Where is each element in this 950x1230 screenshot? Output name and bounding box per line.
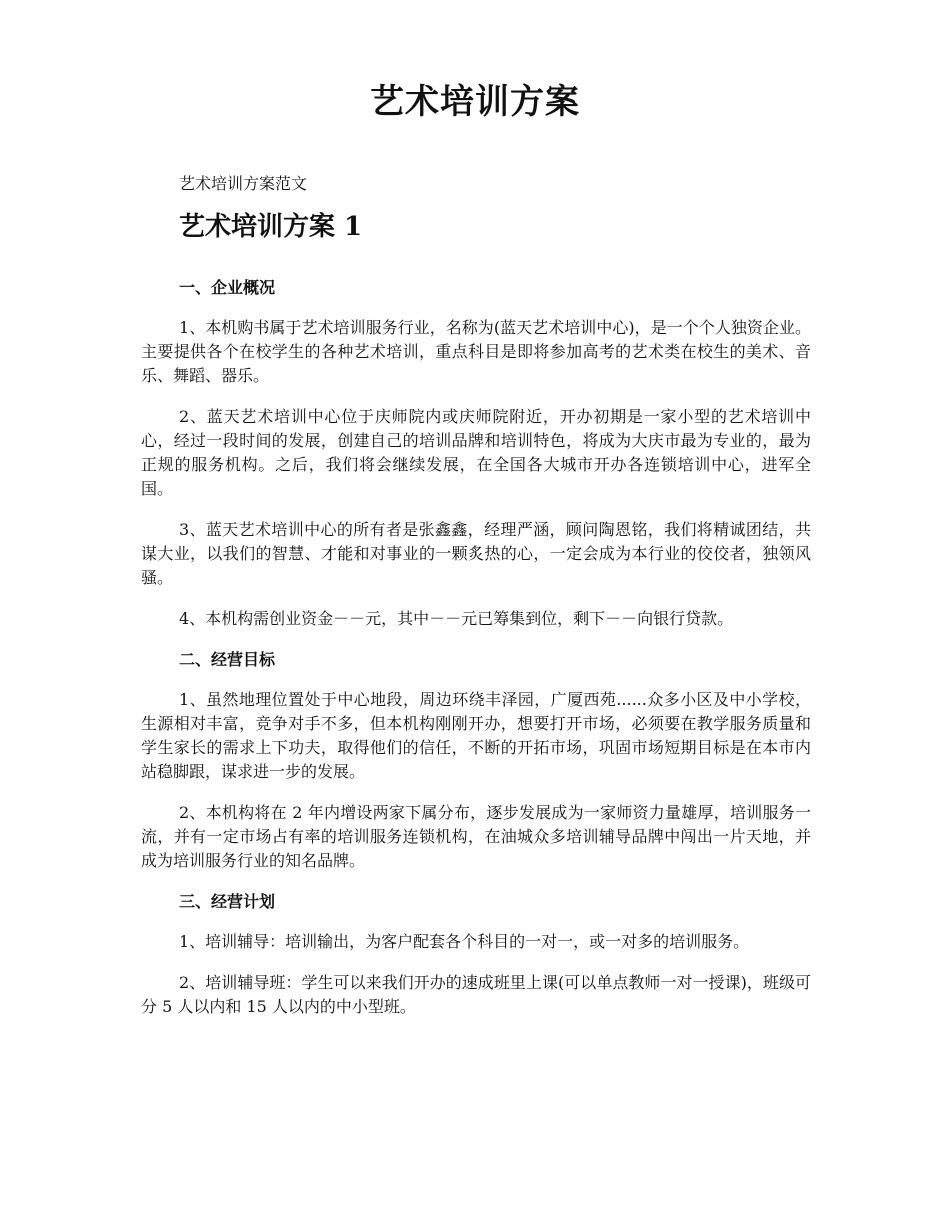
paragraph: 3、蓝天艺术培训中心的所有者是张鑫鑫，经理严涵，顾问陶恩铭，我们将精诚团结，共谋大业，以我们的智慧、才能和对事业的一颗炙热的心，一定会成为本行业的佼佼者，独领风骚。 — [141, 520, 811, 587]
paragraph: 1、培训辅导：培训输出，为客户配套各个科目的一对一，或一对多的培训服务。 — [179, 932, 750, 951]
document-title: 艺术培训方案 — [370, 82, 580, 122]
section-heading: 艺术培训方案 1 — [179, 212, 363, 242]
paragraph: 2、蓝天艺术培训中心位于庆师院内或庆师院附近，开办初期是一家小型的艺术培训中心，经过一段时间的发展，创建自己的培训品牌和培训特色，将成为大庆市最为专业的，最为正规的服务机构。之后，我们将会继续发展，在全国各大城市开办各连锁培训中心，进军全国。 — [141, 407, 811, 498]
section-heading-overview: 一、企业概况 — [179, 278, 276, 297]
document-body — [141, 276, 811, 1019]
paragraph: 2、本机构将在 2 年内增设两家下属分布，逐步发展成为一家师资力量雄厚，培训服务一流，并有一定市场占有率的培训服务连锁机构，在油城众多培训辅导品牌中闯出一片天地，并成为培训服务行业的知名品牌。 — [141, 803, 811, 870]
document-subtitle: 艺术培训方案范文 — [179, 174, 308, 193]
section-heading-plan: 三、经营计划 — [179, 892, 276, 911]
paragraph: 1、本机购书属于艺术培训服务行业，名称为(蓝天艺术培训中心)，是一个个人独资企业。主要提供各个在校学生的各种艺术培训，重点科目是即将参加高考的艺术类在校生的美术、音乐、舞蹈、器乐。 — [141, 318, 811, 385]
section-heading-goals: 二、经营目标 — [179, 650, 276, 669]
paragraph: 1、虽然地理位置处于中心地段，周边环绕丰泽园，广厦西苑......众多小区及中小学校，生源相对丰富，竞争对手不多，但本机构刚刚开办，想要打开市场，必须要在教学服务质量和学生家长的需求上下功夫，取得他们的信任，不断的开拓市场，巩固市场短期目标是在本市内站稳脚跟，谋求进一步的发展。 — [141, 690, 811, 781]
paragraph: 4、本机构需创业资金－－元，其中－－元已筹集到位，剩下－－向银行贷款。 — [179, 609, 734, 628]
paragraph: 2、培训辅导班：学生可以来我们开办的速成班里上课(可以单点教师一对一授课)，班级可分 5 人以内和 15 人以内的中小型班。 — [141, 973, 811, 1016]
